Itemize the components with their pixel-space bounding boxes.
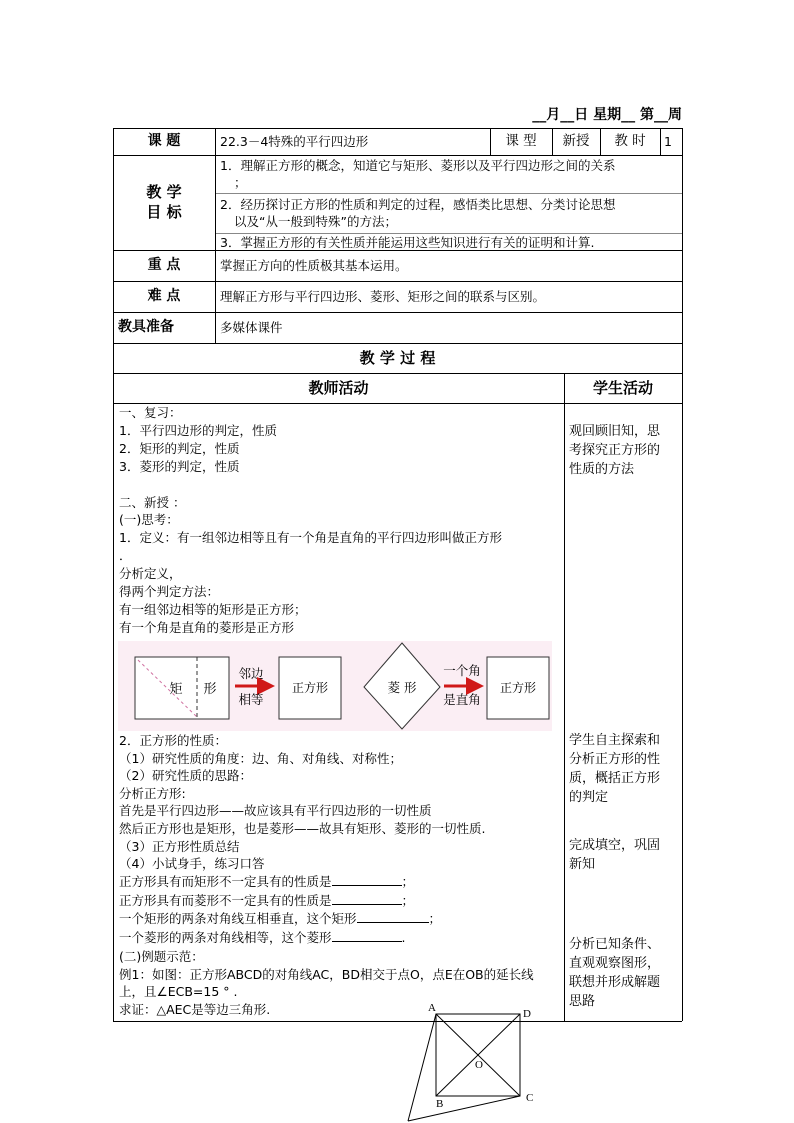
arrow1-bottom-label: 相等 [238, 692, 264, 707]
point-d-label: D [523, 1008, 531, 1020]
text-line: 完成填空，巩固 [569, 838, 661, 853]
lesson-type-value: 新授 [562, 133, 590, 149]
student-note-review [569, 422, 681, 482]
text-line: 分析定义， [119, 566, 182, 582]
text-line: 有一组邻边相等的矩形是正方形； [119, 601, 307, 617]
answer-blank[interactable] [332, 930, 402, 942]
text-line: 然后正方形也是矩形，也是菱形——故具有矩形、菱形的一切性质. [119, 820, 486, 836]
goal-item-continuation: ； [234, 175, 247, 190]
tools-label: 教具准备 [118, 319, 174, 335]
fill-blank-item [119, 910, 563, 929]
goals-label [113, 182, 215, 226]
teacher-activity-header: 教师活动 [308, 379, 369, 397]
text-line: 联想并形成解题 [569, 975, 661, 990]
lesson-type-label: 课 型 [505, 133, 537, 149]
goal-item: 1．理解正方形的概念，知道它与矩形、菱形以及平行四边形之间的关系 [220, 158, 616, 173]
square-label-1: 正方形 [291, 681, 329, 695]
fill-blank-item [119, 873, 563, 892]
text-line: （3）正方形性质总结 [119, 838, 240, 854]
point-a-label: A [428, 1003, 436, 1014]
point-b-label: B [436, 1098, 444, 1110]
text-line: 得两个判定方法： [119, 584, 220, 600]
fill-blank-text: 一个菱形的两条对角线相等，这个菱形 [119, 929, 332, 945]
text-line: 首先是平行四边形——故应该具有平行四边形的一切性质 [119, 803, 432, 819]
arrow2-top-label: 一个角 [443, 663, 481, 678]
student-note-explore [569, 731, 681, 811]
text-line: 二、新授 ： [119, 494, 186, 510]
goals-label-line1: 教 学 [146, 183, 182, 201]
key-point-value: 掌握正方向的性质极其基本运用。 [220, 258, 408, 273]
text-line: 上，且∠ECB=15 ° . [119, 984, 238, 1000]
text-line: 求证：△AEC是等边三角形. [119, 1001, 271, 1017]
process-title: 教 学 过 程 [359, 349, 436, 367]
fill-blank-text: 正方形具有而矩形不一定具有的性质是 [119, 874, 332, 889]
text-line: (二)例题示范： [119, 949, 204, 964]
text-line: 一、复习： [119, 405, 182, 420]
class-hours-label: 教 时 [614, 133, 646, 149]
text-line: （2）研究性质的思路： [119, 768, 252, 784]
point-c-label: C [526, 1092, 534, 1104]
fill-blank-end: ； [401, 892, 415, 908]
student-activity-header: 学生活动 [592, 379, 653, 397]
text-line: 质，概括正方形 [569, 771, 661, 786]
answer-blank[interactable] [332, 893, 402, 905]
fill-blank-end: ； [401, 874, 415, 889]
text-line: 直观观察图形， [569, 956, 661, 971]
goal-item-continuation: 以及“从一般到特殊”的方法； [234, 214, 397, 229]
rectangle-label-2: 形 [203, 682, 217, 697]
text-line: 3．菱形的判定，性质 [119, 458, 240, 474]
topic-value: 22.3－4特殊的平行四边形 [220, 134, 369, 149]
text-line: 1．定义：有一组邻边相等且有一个角是直角的平行四边形叫做正方形 [119, 530, 502, 546]
goal-item: 2．经历探讨正方形的性质和判定的过程，感悟类比思想、分类讨论思想 [220, 197, 616, 212]
arrow2-bottom-label: 是直角 [443, 692, 481, 707]
text-line: 2．正方形的性质： [119, 733, 227, 748]
square-abcd-figure [400, 1003, 540, 1123]
rhombus-label: 菱 形 [387, 680, 417, 695]
text-line: (一)思考： [119, 512, 179, 528]
text-line: 2．矩形的判定，性质 [119, 440, 240, 456]
answer-blank[interactable] [332, 874, 402, 886]
square-label-2: 正方形 [499, 681, 537, 695]
text-line: （1）研究性质的角度：边、角、对角线、对称性； [119, 750, 402, 766]
fill-blank-end: ； [428, 911, 442, 926]
text-line: 学生自主探索和 [569, 733, 661, 748]
difficulty-value: 理解正方形与平行四边形、菱形、矩形之间的联系与区别。 [220, 289, 546, 304]
class-hours-value: 1 [664, 134, 672, 149]
fill-blank-end: . [401, 929, 406, 945]
text-line [119, 476, 563, 494]
goals-label-line2: 目 标 [146, 203, 182, 221]
text-line: 性质的方法 [569, 462, 635, 477]
goal-item: 3．掌握正方形的有关性质并能运用这些知识进行有关的证明和计算. [220, 235, 595, 250]
text-line: 有一个角是直角的菱形是正方形 [119, 619, 295, 635]
text-line: 新知 [569, 857, 596, 872]
fill-blank-text: 一个矩形的两条对角线互相垂直，这个矩形 [119, 911, 357, 926]
point-o-label: O [475, 1059, 483, 1071]
text-line: 观回顾旧知，思 [569, 424, 661, 439]
fill-blank-item [119, 892, 563, 911]
text-line: 思路 [569, 994, 596, 1009]
text-line: 分析正方形的性 [569, 752, 661, 767]
tools-value: 多媒体课件 [220, 320, 283, 335]
rectangle-label-1: 矩 [169, 682, 183, 697]
fill-blank-exercises [119, 873, 563, 949]
text-line: 考探究正方形的 [569, 443, 661, 458]
text-line: 例1：如图：正方形ABCD的对角线AC，BD相交于点O，点E在OB的延长线 [119, 966, 534, 982]
segment-ec [408, 1096, 520, 1121]
student-note-analyze [569, 935, 681, 1015]
text-line: 分析正方形: [119, 785, 186, 801]
key-point-label: 重 点 [147, 257, 181, 273]
teacher-activity-review [119, 404, 563, 642]
text-line: ． [119, 548, 132, 564]
text-line: （4）小试身手，练习口答 [119, 856, 265, 872]
text-line: 的判定 [569, 790, 609, 805]
arrow1-top-label: 邻边 [238, 666, 264, 681]
text-line: 分析已知条件、 [569, 937, 661, 952]
fill-blank-text: 正方形具有而菱形不一定具有的性质是 [119, 892, 332, 908]
square-judgement-diagram-svg [118, 641, 552, 731]
difficulty-label: 难 点 [147, 288, 181, 304]
segment-ae [408, 1014, 436, 1121]
text-line: 1．平行四边形的判定，性质 [119, 422, 277, 438]
topic-label: 课 题 [147, 133, 181, 149]
fill-blank-item [119, 929, 563, 948]
answer-blank[interactable] [357, 911, 429, 923]
teacher-activity-properties [119, 732, 563, 876]
student-note-practice [569, 836, 681, 876]
date-week-line: __月__日 星期__ 第__周 [532, 107, 682, 123]
